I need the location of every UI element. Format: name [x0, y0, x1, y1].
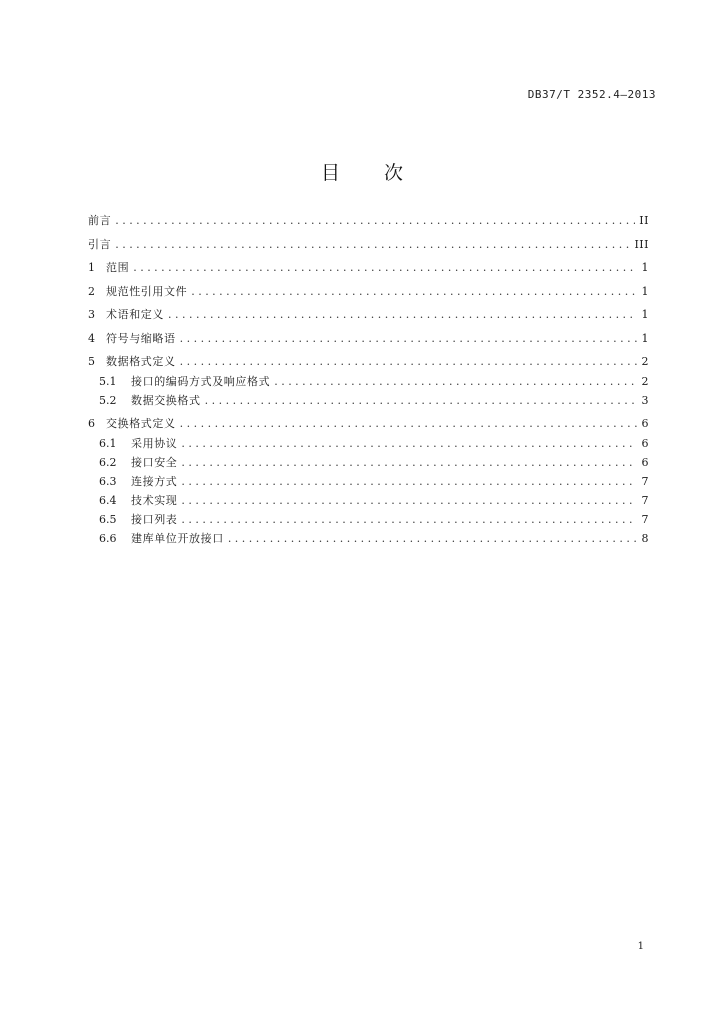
- toc-entry-number: 6.5: [99, 512, 117, 526]
- page-title: [0, 158, 724, 185]
- toc-entry-section-5-2[interactable]: [88, 394, 649, 418]
- toc-entry-page: III: [634, 237, 649, 251]
- dot-leader: [168, 308, 637, 322]
- toc-entry-section-5-1[interactable]: [88, 375, 649, 394]
- toc-entry-page: 3: [641, 393, 649, 407]
- toc-entry-label: 建库单位开放接口: [131, 531, 224, 545]
- dot-leader: [181, 513, 637, 527]
- toc-entry-page: 1: [641, 284, 649, 298]
- toc-entry-section-4[interactable]: [88, 332, 649, 356]
- toc-entry-label: 范围: [106, 261, 130, 274]
- toc-entry-number: 6.2: [99, 455, 117, 469]
- toc-entry-section-1[interactable]: [88, 261, 649, 285]
- toc-entry-label: 接口安全: [131, 455, 178, 469]
- toc-entry-page: 6: [641, 455, 649, 469]
- dot-leader: [133, 261, 637, 275]
- dot-leader: [205, 394, 637, 408]
- toc-entry-section-6-5[interactable]: [88, 513, 649, 532]
- dot-leader: [181, 437, 637, 451]
- toc-entry-page: 1: [641, 308, 649, 321]
- toc-entry-page: 1: [641, 261, 649, 274]
- toc-entry-page: 1: [641, 331, 649, 345]
- toc-entry-page: 6: [641, 436, 649, 450]
- toc-entry-section-6-4[interactable]: [88, 494, 649, 513]
- toc-entry-label: 符号与缩略语: [106, 331, 176, 345]
- dot-leader: [274, 375, 637, 389]
- toc-entry-number: 5.1: [99, 374, 117, 388]
- toc-entry-section-6-3[interactable]: [88, 475, 649, 494]
- toc-entry-page: 2: [641, 355, 649, 368]
- title-char-1: 目: [320, 162, 340, 184]
- toc-entry-label: 前言: [88, 214, 112, 227]
- toc-entry-label: 交换格式定义: [106, 417, 176, 430]
- table-of-contents: [88, 214, 649, 551]
- toc-entry-page: 7: [641, 493, 649, 507]
- toc-entry-number: 3: [88, 308, 95, 321]
- toc-entry-foreword[interactable]: [88, 214, 649, 238]
- toc-entry-page: 6: [641, 417, 649, 430]
- document-code: DB37/T 2352.4—2013: [527, 88, 656, 101]
- dot-leader: [181, 494, 637, 508]
- dot-leader: [180, 417, 637, 431]
- toc-entry-section-2[interactable]: [88, 285, 649, 309]
- toc-entry-section-6-1[interactable]: [88, 437, 649, 456]
- dot-leader: [115, 238, 630, 252]
- dot-leader: [180, 332, 637, 346]
- toc-entry-introduction[interactable]: [88, 238, 649, 262]
- toc-entry-label: 引言: [88, 237, 112, 251]
- dot-leader: [180, 355, 637, 369]
- toc-entry-label: 接口的编码方式及响应格式: [131, 374, 271, 388]
- toc-entry-page: 7: [641, 474, 649, 488]
- toc-entry-label: 数据格式定义: [106, 355, 176, 368]
- toc-entry-label: 采用协议: [131, 436, 178, 450]
- toc-entry-section-6-2[interactable]: [88, 456, 649, 475]
- toc-entry-number: 5.2: [99, 393, 117, 407]
- dot-leader: [228, 532, 637, 546]
- toc-entry-number: 6.6: [99, 531, 117, 545]
- toc-entry-label: 接口列表: [131, 512, 178, 526]
- toc-entry-number: 4: [88, 331, 95, 345]
- toc-entry-page: II: [639, 214, 649, 227]
- toc-entry-number: 1: [88, 261, 95, 274]
- toc-entry-number: 6.4: [99, 493, 117, 507]
- dot-leader: [181, 475, 637, 489]
- toc-entry-number: 6.1: [99, 436, 117, 450]
- toc-entry-section-6-6[interactable]: [88, 532, 649, 551]
- toc-entry-number: 5: [88, 355, 95, 368]
- dot-leader: [115, 214, 635, 228]
- toc-entry-number: 6: [88, 417, 95, 430]
- toc-entry-section-3[interactable]: [88, 308, 649, 332]
- page-number: 1: [637, 941, 644, 952]
- toc-entry-label: 规范性引用文件: [106, 284, 188, 298]
- toc-entry-page: 8: [641, 531, 649, 545]
- toc-entry-page: 2: [641, 374, 649, 388]
- toc-entry-page: 7: [641, 512, 649, 526]
- title-char-2: 次: [384, 162, 404, 184]
- toc-entry-number: 6.3: [99, 474, 117, 488]
- toc-entry-label: 数据交换格式: [131, 393, 201, 407]
- toc-entry-label: 技术实现: [131, 493, 178, 507]
- dot-leader: [181, 456, 637, 470]
- toc-entry-label: 术语和定义: [106, 308, 164, 321]
- toc-entry-number: 2: [88, 284, 95, 298]
- toc-entry-label: 连接方式: [131, 474, 178, 488]
- dot-leader: [191, 285, 637, 299]
